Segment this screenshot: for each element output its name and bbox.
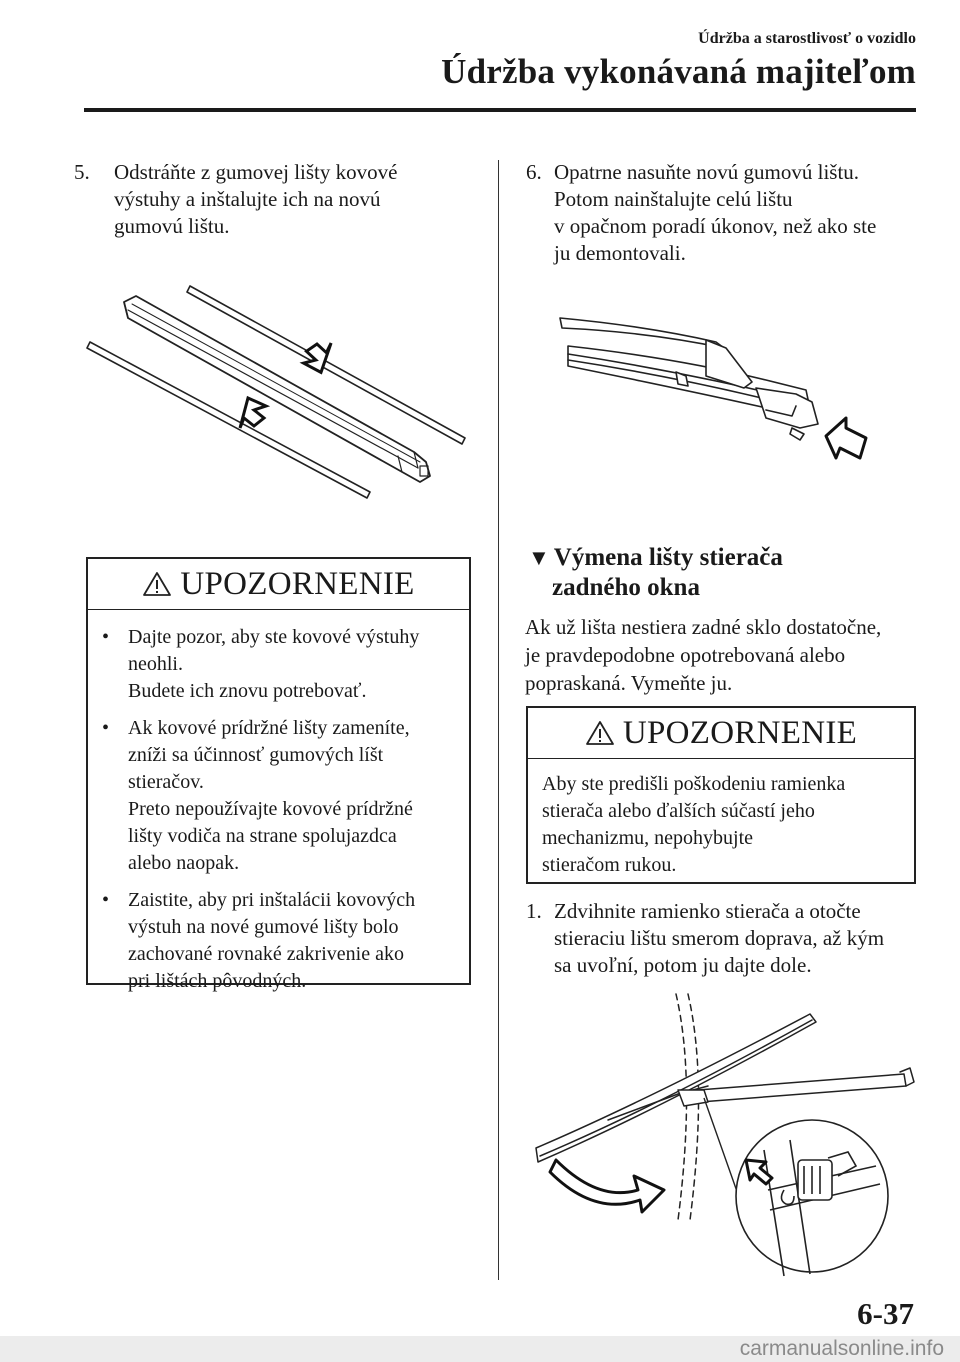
caution-line: Zaistite, aby pri inštalácii kovových bbox=[128, 889, 416, 911]
warning-triangle-icon bbox=[142, 570, 172, 598]
step-text-line: Odstráňte z gumovej lišty kovové bbox=[114, 160, 398, 184]
caution-line: Aby ste predišli poškodeniu ramienka bbox=[542, 773, 846, 795]
paragraph-line: je pravdepodobne opotrebovaná alebo bbox=[525, 643, 846, 667]
step-text-line: sa uvoľní, potom ju dajte dole. bbox=[554, 953, 812, 977]
caution-line: stierača alebo ďalších súčastí jeho bbox=[542, 800, 815, 822]
step-text-line: Zdvihnite ramienko stierača a otočte bbox=[554, 899, 861, 923]
caution-line: Ak kovové prídržné lišty zameníte, bbox=[128, 717, 410, 739]
page-number: 6-37 bbox=[857, 1296, 914, 1331]
caution-line: neohli. bbox=[128, 653, 183, 675]
caution-bullet bbox=[88, 715, 469, 877]
arrow-icon bbox=[826, 418, 866, 458]
step-text-line: Opatrne nasuňte novú gumovú lištu. bbox=[554, 160, 860, 184]
caution-line: pri lištách pôvodných. bbox=[128, 970, 307, 992]
caution-line: mechanizmu, nepohybujte bbox=[542, 827, 754, 849]
caution-title: UPOZORNENIE bbox=[622, 714, 858, 751]
caution-line: stieračov. bbox=[128, 771, 204, 793]
arrow-icon bbox=[240, 398, 266, 428]
bullet-dot: • bbox=[102, 626, 110, 648]
running-header-subtitle: Údržba a starostlivosť o vozidlo bbox=[698, 30, 916, 47]
paragraph-line: Ak už lišta nestiera zadné sklo dostatočne, bbox=[525, 615, 882, 639]
step-text-line: stieraciu lištu smerom doprava, až kým bbox=[554, 926, 885, 950]
watermark: carmanualsonline.info bbox=[0, 1336, 960, 1362]
step-text-line: v opačnom poradí úkonov, než ako ste bbox=[554, 214, 877, 238]
caution-line: zachované rovnaké zakrivenie ako bbox=[128, 943, 404, 965]
caution-bullet bbox=[88, 624, 469, 705]
rear-wiper-blade-illustration bbox=[556, 310, 896, 480]
rotate-arrow-icon bbox=[550, 1160, 664, 1212]
step-1 bbox=[526, 898, 926, 979]
bullet-dot: • bbox=[102, 889, 110, 911]
step-6 bbox=[526, 159, 926, 267]
section-heading bbox=[528, 543, 783, 603]
section-paragraph bbox=[525, 613, 881, 697]
step-number: 6. bbox=[526, 160, 542, 184]
caution-line: Budete ich znovu potrebovať. bbox=[128, 680, 367, 702]
column-divider bbox=[498, 160, 499, 1280]
caution-line: lišty vodiča na strane spolujazdca bbox=[128, 825, 397, 847]
caution-line: stieračom rukou. bbox=[542, 854, 677, 876]
warning-triangle-icon bbox=[585, 719, 615, 747]
caution-bullet bbox=[88, 887, 469, 995]
caution-box-left bbox=[86, 557, 471, 992]
caution-line: zníži sa účinnosť gumových líšt bbox=[128, 744, 384, 766]
running-header-title: Údržba vykonávaná majiteľom bbox=[441, 52, 916, 91]
caution-header bbox=[528, 708, 914, 759]
wiper-removal-illustration bbox=[528, 990, 918, 1280]
caution-line: výstuh na nové gumové lišty bolo bbox=[128, 916, 399, 938]
bullet-dot: • bbox=[102, 717, 110, 739]
section-title-line: Výmena lišty stierača bbox=[553, 544, 783, 571]
caution-header bbox=[88, 559, 469, 610]
step-number: 1. bbox=[526, 899, 542, 923]
section-marker: ▼ bbox=[528, 545, 550, 570]
caution-line: alebo naopak. bbox=[128, 852, 240, 874]
caution-line: Preto nepoužívajte kovové prídržné bbox=[128, 798, 413, 820]
paragraph-line: popraskaná. Vymeňte ju. bbox=[525, 671, 733, 695]
step-text-line: výstuhy a inštalujte ich na novú bbox=[114, 187, 381, 211]
step-text-line: Potom nainštalujte celú lištu bbox=[554, 187, 793, 211]
step-text-line: gumovú lištu. bbox=[114, 214, 230, 238]
step-5 bbox=[74, 159, 474, 240]
caution-title: UPOZORNENIE bbox=[180, 565, 415, 602]
detail-inset bbox=[736, 1120, 888, 1276]
step-number: 5. bbox=[74, 160, 90, 184]
caution-line: Dajte pozor, aby ste kovové výstuhy bbox=[128, 626, 420, 648]
step-text-line: ju demontovali. bbox=[554, 241, 686, 265]
caution-box-right bbox=[526, 706, 916, 884]
section-title-line: zadného okna bbox=[552, 574, 700, 601]
wiper-blade-refill-illustration bbox=[80, 280, 480, 510]
header-rule bbox=[84, 108, 916, 112]
